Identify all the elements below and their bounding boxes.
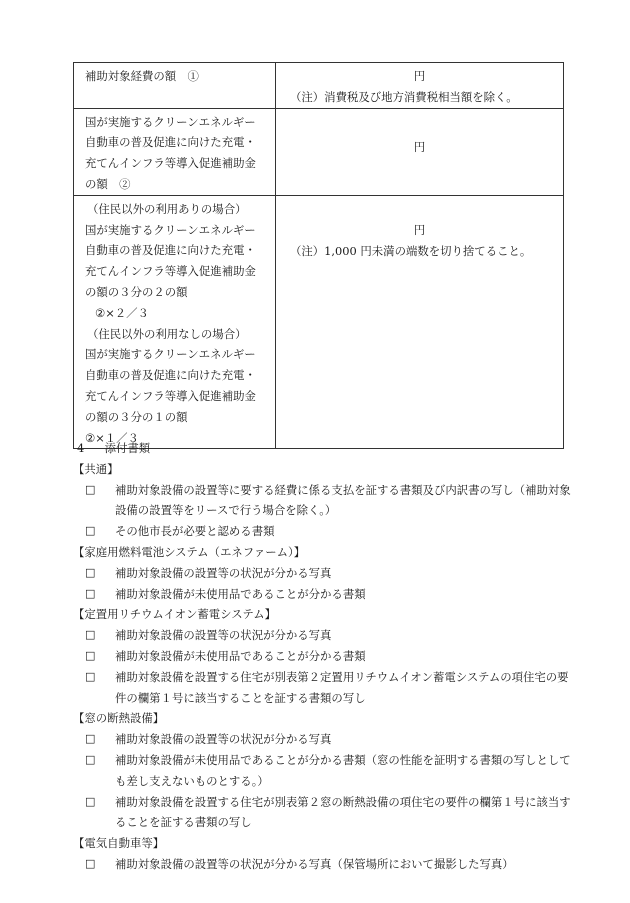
section-title: 添付書類 [104,441,151,455]
attachments-section [73,438,573,875]
row-value [276,108,564,195]
label-line: 自動車の普及促進に向けた充電・ [85,368,256,383]
subsidy-calculation-table [73,62,564,449]
checklist-item [73,792,573,834]
label-line: 充てんインフラ等導入促進補助金 [85,388,256,403]
label-line: 充てんインフラ等導入促進補助金 [85,156,256,171]
checklist-item [73,521,573,542]
checkbox-icon[interactable]: □ [85,586,96,600]
checklist-item-text: 補助対象設備の設置等の状況が分かる写真 [115,628,332,643]
checklist-item-text: 補助対象設備が未使用品であることが分かる書類 [115,648,366,663]
row-label [74,195,276,449]
checkbox-icon[interactable]: □ [85,628,96,642]
checklist-item [73,750,573,792]
category-title: 【電気自動車等】 [73,836,165,851]
checkbox-icon[interactable]: □ [85,732,96,746]
attachment-category [73,833,573,875]
checklist-item-text: 補助対象設備の設置等の状況が分かる写真（保管場所において撮影した写真） [115,856,514,871]
label-line: （住民以外の利用ありの場合） [87,201,247,216]
checklist-item-text: 補助対象設備を設置する住宅が別表第２定置用リチウムイオン蓄電システムの項住宅の要件の欄第１号に該当することを証する書類の写し [115,669,569,705]
attachment-category [73,604,573,708]
checkbox-icon[interactable]: □ [85,524,96,538]
checkbox-icon[interactable]: □ [85,648,96,662]
category-title: 【定置用リチウムイオン蓄電システム】 [73,607,276,622]
checkbox-icon[interactable]: □ [85,794,96,808]
label-line: 自動車の普及促進に向けた充電・ [85,135,256,150]
row-label [74,108,276,195]
row-value [276,63,564,109]
value-note: （注）消費税及び地方消費税相当額を除く。 [290,89,518,104]
category-title: 【窓の断熱設備】 [73,711,165,726]
checklist-item-text: その他市長が必要と認める書類 [115,524,275,539]
checklist-item-text: 補助対象設備を設置する住宅が別表第２窓の断熱設備の項住宅の要件の欄第１号に該当することを証する書類の写し [115,794,571,830]
checkbox-icon[interactable]: □ [85,669,96,683]
checkbox-icon[interactable]: □ [85,752,96,766]
label-line: （住民以外の利用なしの場合） [87,326,247,341]
checklist-item [73,480,573,522]
yen-unit: 円 [413,222,426,237]
label-line: 国が実施するクリーンエネルギー [85,114,256,129]
attachment-category [73,542,573,604]
attachments-heading [73,438,573,459]
checklist-item [73,729,573,750]
checklist-item-text: 補助対象設備が未使用品であることが分かる書類 [115,586,366,601]
label-line: の額 ② [85,176,131,191]
label-line: 補助対象経費の額 ① [85,69,199,83]
yen-unit: 円 [413,69,426,83]
checkbox-icon[interactable]: □ [85,856,96,870]
attachment-category [73,708,573,833]
checklist-item [73,625,573,646]
label-line: 国が実施するクリーンエネルギー [85,222,256,237]
value-note: （注）1,000 円未満の端数を切り捨てること。 [290,243,532,258]
checklist-item [73,667,573,709]
label-line: ②×２／３ [95,305,149,320]
label-line: 自動車の普及促進に向けた充電・ [85,243,256,258]
label-line: 国が実施するクリーンエネルギー [85,347,256,362]
checklist-item-text: 補助対象設備の設置等の状況が分かる写真 [115,732,332,747]
checklist-item [73,584,573,605]
attachment-category [73,459,573,542]
category-title: 【共通】 [73,461,119,476]
checklist-item-text: 補助対象設備が未使用品であることが分かる書類（窓の性能を証明する書類の写しとしても差し支えないものとする。） [115,752,571,788]
table-row-subsidy-cost [74,63,564,109]
label-line: ②×１／３ [85,430,139,445]
row-value [276,195,564,449]
checklist-item-text: 補助対象設備の設置等の状況が分かる写真 [115,565,332,580]
checklist-item [73,854,573,875]
label-line: の額の３分の１の額 [85,409,188,424]
row-label [74,63,276,109]
label-line: 充てんインフラ等導入促進補助金 [85,264,256,279]
checkbox-icon[interactable]: □ [85,565,96,579]
section-number: 4 [77,441,85,455]
checklist-item [73,646,573,667]
table-row-national-subsidy [74,108,564,195]
attachment-categories [73,459,573,875]
table-row-city-subsidy [74,195,564,449]
yen-unit: 円 [413,139,426,154]
checklist-item [73,563,573,584]
checklist-item-text: 補助対象設備の設置等に要する経費に係る支払を証する書類及び内訳書の写し（補助対象設備の設置等をリースで行う場合を除く。） [115,482,571,518]
category-title: 【家庭用燃料電池システム（エネファーム）】 [73,544,306,559]
label-line: の額の３分の２の額 [85,284,188,299]
checkbox-icon[interactable]: □ [85,482,96,496]
